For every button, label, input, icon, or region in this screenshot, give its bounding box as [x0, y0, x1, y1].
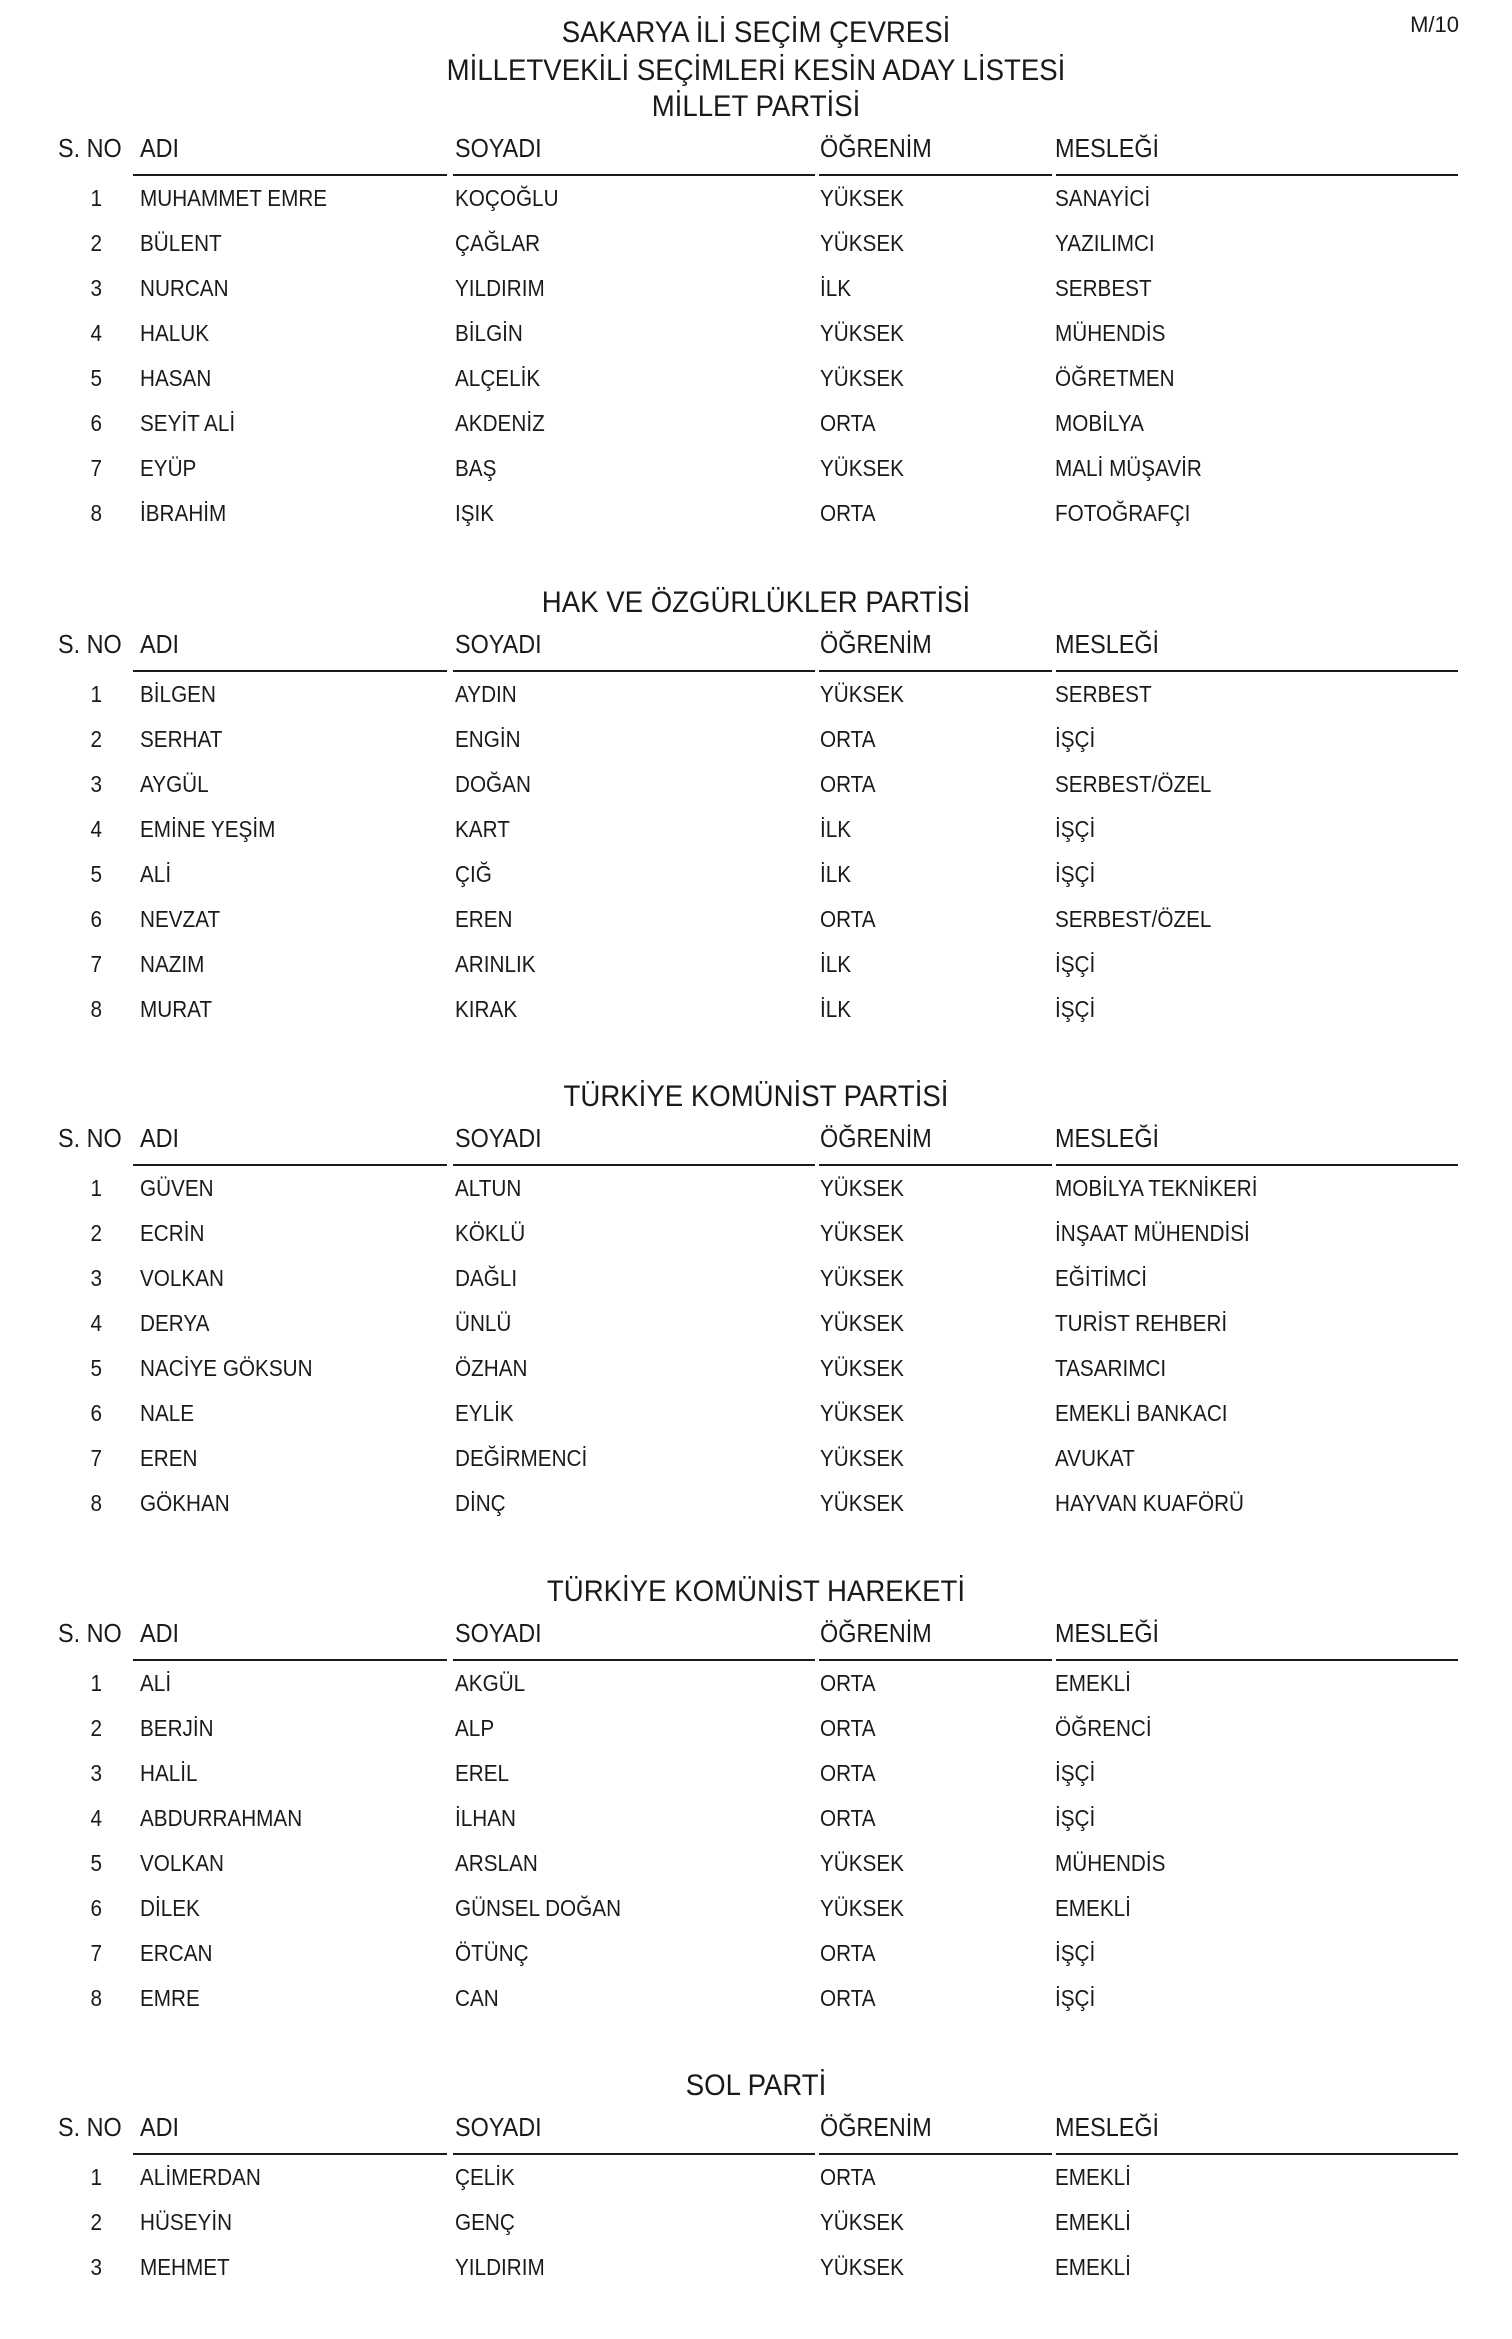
page-code: M/10	[1410, 12, 1459, 37]
candidate-no: 1	[90, 681, 102, 707]
candidate-name: NEVZAT	[140, 906, 221, 932]
candidate-surname: KIRAK	[455, 996, 518, 1022]
candidate-list	[0, 1166, 1512, 1526]
candidate-profession: MOBİLYA	[1055, 410, 1144, 436]
candidate-profession: İŞÇİ	[1055, 1985, 1096, 2011]
candidate-name: DERYA	[140, 1310, 210, 1336]
candidate-profession: İŞÇİ	[1055, 816, 1096, 842]
candidate-profession: TURİST REHBERİ	[1055, 1310, 1228, 1336]
candidate-no: 5	[90, 365, 102, 391]
party-title: SOL PARTİ	[685, 2069, 827, 2102]
candidate-profession: İŞÇİ	[1055, 726, 1096, 752]
candidate-no: 3	[90, 1760, 102, 1786]
column-header-ogrenim: ÖĞRENİM	[820, 629, 932, 659]
candidate-no: 2	[90, 726, 102, 752]
candidate-name: BERJİN	[140, 1715, 214, 1741]
candidate-surname: CAN	[455, 1985, 499, 2011]
column-header-adi: ADI	[140, 1123, 180, 1153]
candidate-education: ORTA	[820, 1940, 876, 1966]
column-header-ogrenim: ÖĞRENİM	[820, 2112, 932, 2142]
column-header-soyadi: SOYADI	[455, 133, 542, 163]
candidate-surname: AKDENİZ	[455, 410, 545, 436]
candidate-no: 8	[90, 996, 102, 1022]
candidate-surname: ÇELİK	[455, 2164, 515, 2190]
candidate-no: 4	[90, 816, 102, 842]
candidate-surname: YILDIRIM	[455, 275, 545, 301]
column-header-no: S. NO	[58, 133, 122, 163]
candidate-education: YÜKSEK	[820, 2254, 904, 2280]
candidate-list	[0, 1661, 1512, 2021]
candidate-row	[0, 311, 1512, 356]
candidate-surname: DAĞLI	[455, 1265, 518, 1291]
candidate-education: İLK	[820, 996, 852, 1022]
candidate-no: 1	[90, 1670, 102, 1696]
candidate-name: MEHMET	[140, 2254, 230, 2280]
candidate-no: 8	[90, 1985, 102, 2011]
candidate-name: SERHAT	[140, 726, 223, 752]
title-line-2: MİLLETVEKİLİ SEÇİMLERİ KESİN ADAY LİSTESİ	[446, 54, 1066, 87]
candidate-education: ORTA	[820, 500, 876, 526]
candidate-surname: GÜNSEL DOĞAN	[455, 1895, 622, 1921]
column-header-adi: ADI	[140, 2112, 180, 2142]
candidate-name: AYGÜL	[140, 771, 209, 797]
candidate-education: YÜKSEK	[820, 1445, 904, 1471]
candidate-education: YÜKSEK	[820, 1265, 904, 1291]
candidate-no: 2	[90, 2209, 102, 2235]
candidate-education: ORTA	[820, 410, 876, 436]
candidate-surname: ALTUN	[455, 1175, 522, 1201]
candidate-name: HALİL	[140, 1760, 198, 1786]
candidate-name: HÜSEYİN	[140, 2209, 233, 2235]
candidate-profession: İŞÇİ	[1055, 1805, 1096, 1831]
candidate-name: ALİMERDAN	[140, 2164, 261, 2190]
candidate-name: MURAT	[140, 996, 213, 1022]
candidate-no: 6	[90, 1400, 102, 1426]
candidate-row	[0, 491, 1512, 536]
candidate-education: YÜKSEK	[820, 1850, 904, 1876]
column-header-meslek: MESLEĞİ	[1055, 1123, 1160, 1153]
candidate-name: GÖKHAN	[140, 1490, 230, 1516]
candidate-name: VOLKAN	[140, 1850, 224, 1876]
candidate-name: SEYİT ALİ	[140, 410, 236, 436]
candidate-name: ALİ	[140, 1670, 172, 1696]
column-header-meslek: MESLEĞİ	[1055, 133, 1160, 163]
candidate-name: HASAN	[140, 365, 212, 391]
candidate-row	[0, 1211, 1512, 1256]
candidate-no: 6	[90, 410, 102, 436]
candidate-profession: EMEKLİ	[1055, 2164, 1131, 2190]
candidate-no: 3	[90, 771, 102, 797]
candidate-surname: ÖZHAN	[455, 1355, 528, 1381]
candidate-name: DİLEK	[140, 1895, 200, 1921]
candidate-name: EMİNE YEŞİM	[140, 816, 276, 842]
candidate-row	[0, 446, 1512, 491]
candidate-education: YÜKSEK	[820, 1355, 904, 1381]
candidate-name: NALE	[140, 1400, 195, 1426]
candidate-surname: KART	[455, 816, 510, 842]
candidate-profession: EMEKLİ BANKACI	[1055, 1400, 1228, 1426]
candidate-row	[0, 221, 1512, 266]
candidate-education: YÜKSEK	[820, 455, 904, 481]
column-header-adi: ADI	[140, 1618, 180, 1648]
candidate-name: BÜLENT	[140, 230, 222, 256]
candidate-list	[0, 672, 1512, 1032]
candidate-row	[0, 1166, 1512, 1211]
candidate-row	[0, 1256, 1512, 1301]
column-header-soyadi: SOYADI	[455, 2112, 542, 2142]
candidate-profession: İŞÇİ	[1055, 951, 1096, 977]
candidate-surname: EYLİK	[455, 1400, 514, 1426]
candidate-row	[0, 1976, 1512, 2021]
column-header-meslek: MESLEĞİ	[1055, 2112, 1160, 2142]
candidate-education: YÜKSEK	[820, 320, 904, 346]
candidate-no: 8	[90, 1490, 102, 1516]
candidate-name: ERCAN	[140, 1940, 213, 1966]
candidate-profession: ÖĞRENCİ	[1055, 1715, 1152, 1741]
candidate-list	[0, 176, 1512, 536]
candidate-row	[0, 1706, 1512, 1751]
candidate-row	[0, 1436, 1512, 1481]
candidate-profession: İŞÇİ	[1055, 1940, 1096, 1966]
candidate-row	[0, 1931, 1512, 1976]
candidate-row	[0, 176, 1512, 221]
candidate-no: 8	[90, 500, 102, 526]
candidate-row	[0, 1481, 1512, 1526]
candidate-education: İLK	[820, 275, 852, 301]
candidate-row	[0, 2245, 1512, 2290]
candidate-education: YÜKSEK	[820, 365, 904, 391]
candidate-surname: YILDIRIM	[455, 2254, 545, 2280]
candidate-surname: KÖKLÜ	[455, 1220, 526, 1246]
candidate-name: ALİ	[140, 861, 172, 887]
candidate-education: YÜKSEK	[820, 1400, 904, 1426]
candidate-surname: ÜNLÜ	[455, 1310, 512, 1336]
candidate-no: 4	[90, 1805, 102, 1831]
candidate-education: ORTA	[820, 1670, 876, 1696]
candidate-row	[0, 401, 1512, 446]
candidate-surname: İLHAN	[455, 1805, 516, 1831]
candidate-education: YÜKSEK	[820, 1175, 904, 1201]
candidate-name: EYÜP	[140, 455, 197, 481]
candidate-surname: IŞIK	[455, 500, 495, 526]
candidate-profession: EMEKLİ	[1055, 1670, 1131, 1696]
candidate-profession: EMEKLİ	[1055, 2254, 1131, 2280]
candidate-row	[0, 672, 1512, 717]
candidate-profession: İŞÇİ	[1055, 861, 1096, 887]
candidate-profession: YAZILIMCI	[1055, 230, 1155, 256]
candidate-row	[0, 1796, 1512, 1841]
column-header-ogrenim: ÖĞRENİM	[820, 133, 932, 163]
candidate-row	[0, 1301, 1512, 1346]
candidate-name: HALUK	[140, 320, 210, 346]
candidate-profession: AVUKAT	[1055, 1445, 1135, 1471]
column-header-row	[0, 624, 1512, 664]
candidate-education: YÜKSEK	[820, 230, 904, 256]
candidate-name: NURCAN	[140, 275, 229, 301]
candidate-profession: MALİ MÜŞAVİR	[1055, 455, 1202, 481]
candidate-name: İBRAHİM	[140, 500, 227, 526]
candidate-profession: SANAYİCİ	[1055, 185, 1151, 211]
column-header-no: S. NO	[58, 629, 122, 659]
candidate-no: 4	[90, 1310, 102, 1336]
candidate-education: YÜKSEK	[820, 1220, 904, 1246]
candidate-name: EREN	[140, 1445, 198, 1471]
candidate-no: 3	[90, 1265, 102, 1291]
candidate-surname: KOÇOĞLU	[455, 185, 559, 211]
candidate-row	[0, 356, 1512, 401]
party-title: MİLLET PARTİSİ	[651, 90, 861, 123]
candidate-profession: MÜHENDİS	[1055, 1850, 1166, 1876]
candidate-row	[0, 1391, 1512, 1436]
candidate-no: 1	[90, 1175, 102, 1201]
candidate-education: YÜKSEK	[820, 1310, 904, 1336]
candidate-surname: ALÇELİK	[455, 365, 541, 391]
candidate-surname: EREL	[455, 1760, 510, 1786]
candidate-name: BİLGEN	[140, 681, 216, 707]
candidate-no: 7	[90, 1445, 102, 1471]
column-header-adi: ADI	[140, 133, 180, 163]
candidate-profession: EĞİTİMCİ	[1055, 1265, 1148, 1291]
document-title	[60, 14, 1451, 90]
column-header-no: S. NO	[58, 1618, 122, 1648]
candidate-profession: İNŞAAT MÜHENDİSİ	[1055, 1220, 1250, 1246]
candidate-education: YÜKSEK	[820, 185, 904, 211]
candidate-row	[0, 807, 1512, 852]
candidate-profession: FOTOĞRAFÇI	[1055, 500, 1191, 526]
candidate-surname: ENGİN	[455, 726, 521, 752]
candidate-name: MUHAMMET EMRE	[140, 185, 328, 211]
candidate-education: ORTA	[820, 1760, 876, 1786]
candidate-education: YÜKSEK	[820, 1490, 904, 1516]
candidate-profession: İŞÇİ	[1055, 996, 1096, 1022]
column-header-soyadi: SOYADI	[455, 1123, 542, 1153]
candidate-profession: HAYVAN KUAFÖRÜ	[1055, 1490, 1245, 1516]
candidate-no: 2	[90, 1715, 102, 1741]
candidate-surname: ÇAĞLAR	[455, 230, 541, 256]
candidate-profession: SERBEST	[1055, 275, 1152, 301]
candidate-surname: ÇIĞ	[455, 861, 492, 887]
candidate-surname: DEĞİRMENCİ	[455, 1445, 588, 1471]
candidate-profession: TASARIMCI	[1055, 1355, 1167, 1381]
candidate-education: İLK	[820, 951, 852, 977]
candidate-surname: ÖTÜNÇ	[455, 1940, 529, 1966]
candidate-row	[0, 717, 1512, 762]
party-title: TÜRKİYE KOMÜNİST HAREKETİ	[546, 1575, 966, 1608]
candidate-name: GÜVEN	[140, 1175, 214, 1201]
column-header-row	[0, 1613, 1512, 1653]
candidate-no: 3	[90, 2254, 102, 2280]
candidate-no: 4	[90, 320, 102, 346]
column-header-row	[0, 2107, 1512, 2147]
candidate-education: İLK	[820, 816, 852, 842]
candidate-surname: ARSLAN	[455, 1850, 538, 1876]
candidate-surname: AYDIN	[455, 681, 517, 707]
candidate-name: ABDURRAHMAN	[140, 1805, 303, 1831]
candidate-row	[0, 852, 1512, 897]
candidate-name: EMRE	[140, 1985, 200, 2011]
candidate-row	[0, 1751, 1512, 1796]
candidate-row	[0, 942, 1512, 987]
column-header-soyadi: SOYADI	[455, 1618, 542, 1648]
column-header-ogrenim: ÖĞRENİM	[820, 1618, 932, 1648]
candidate-profession: MÜHENDİS	[1055, 320, 1166, 346]
candidate-name: NAZIM	[140, 951, 205, 977]
column-header-meslek: MESLEĞİ	[1055, 1618, 1160, 1648]
candidate-no: 5	[90, 1355, 102, 1381]
candidate-no: 6	[90, 1895, 102, 1921]
column-header-adi: ADI	[140, 629, 180, 659]
candidate-surname: DOĞAN	[455, 771, 531, 797]
candidate-row	[0, 2155, 1512, 2200]
candidate-education: YÜKSEK	[820, 681, 904, 707]
candidate-education: YÜKSEK	[820, 1895, 904, 1921]
column-header-meslek: MESLEĞİ	[1055, 629, 1160, 659]
candidate-row	[0, 987, 1512, 1032]
candidate-surname: ARINLIK	[455, 951, 536, 977]
party-title: HAK VE ÖZGÜRLÜKLER PARTİSİ	[541, 586, 971, 619]
candidate-profession: İŞÇİ	[1055, 1760, 1096, 1786]
column-header-no: S. NO	[58, 1123, 122, 1153]
candidate-no: 7	[90, 1940, 102, 1966]
candidate-profession: SERBEST/ÖZEL	[1055, 906, 1212, 932]
column-header-no: S. NO	[58, 2112, 122, 2142]
candidate-row	[0, 1841, 1512, 1886]
candidate-row	[0, 2200, 1512, 2245]
candidate-name: VOLKAN	[140, 1265, 224, 1291]
candidate-surname: AKGÜL	[455, 1670, 526, 1696]
candidate-profession: EMEKLİ	[1055, 1895, 1131, 1921]
candidate-row	[0, 762, 1512, 807]
column-header-soyadi: SOYADI	[455, 629, 542, 659]
candidate-no: 6	[90, 906, 102, 932]
candidate-profession: EMEKLİ	[1055, 2209, 1131, 2235]
candidate-profession: MOBİLYA TEKNİKERİ	[1055, 1175, 1258, 1201]
candidate-no: 5	[90, 861, 102, 887]
candidate-education: ORTA	[820, 906, 876, 932]
candidate-no: 1	[90, 2164, 102, 2190]
candidate-row	[0, 1346, 1512, 1391]
candidate-no: 1	[90, 185, 102, 211]
column-header-row	[0, 1118, 1512, 1158]
candidate-surname: GENÇ	[455, 2209, 515, 2235]
candidate-education: ORTA	[820, 1715, 876, 1741]
candidate-education: İLK	[820, 861, 852, 887]
candidate-surname: BAŞ	[455, 455, 497, 481]
candidate-row	[0, 1886, 1512, 1931]
candidate-no: 2	[90, 1220, 102, 1246]
candidate-education: ORTA	[820, 2164, 876, 2190]
candidate-no: 2	[90, 230, 102, 256]
candidate-surname: EREN	[455, 906, 513, 932]
candidate-profession: SERBEST	[1055, 681, 1152, 707]
party-title: TÜRKİYE KOMÜNİST PARTİSİ	[563, 1080, 949, 1113]
candidate-no: 5	[90, 1850, 102, 1876]
candidate-row	[0, 266, 1512, 311]
candidate-surname: DİNÇ	[455, 1490, 506, 1516]
candidate-education: ORTA	[820, 1805, 876, 1831]
column-header-ogrenim: ÖĞRENİM	[820, 1123, 932, 1153]
candidate-no: 7	[90, 455, 102, 481]
candidate-name: NACİYE GÖKSUN	[140, 1355, 313, 1381]
candidate-surname: BİLGİN	[455, 320, 523, 346]
candidate-name: ECRİN	[140, 1220, 205, 1246]
candidate-surname: ALP	[455, 1715, 495, 1741]
candidate-no: 7	[90, 951, 102, 977]
candidate-profession: ÖĞRETMEN	[1055, 365, 1175, 391]
candidate-profession: SERBEST/ÖZEL	[1055, 771, 1212, 797]
candidate-no: 3	[90, 275, 102, 301]
candidate-row	[0, 897, 1512, 942]
candidate-education: ORTA	[820, 1985, 876, 2011]
candidate-education: YÜKSEK	[820, 2209, 904, 2235]
column-header-row	[0, 128, 1512, 168]
candidate-list	[0, 2155, 1512, 2290]
candidate-row	[0, 1661, 1512, 1706]
candidate-education: ORTA	[820, 726, 876, 752]
candidate-education: ORTA	[820, 771, 876, 797]
title-line-1: SAKARYA İLİ SEÇİM ÇEVRESİ	[561, 16, 951, 49]
